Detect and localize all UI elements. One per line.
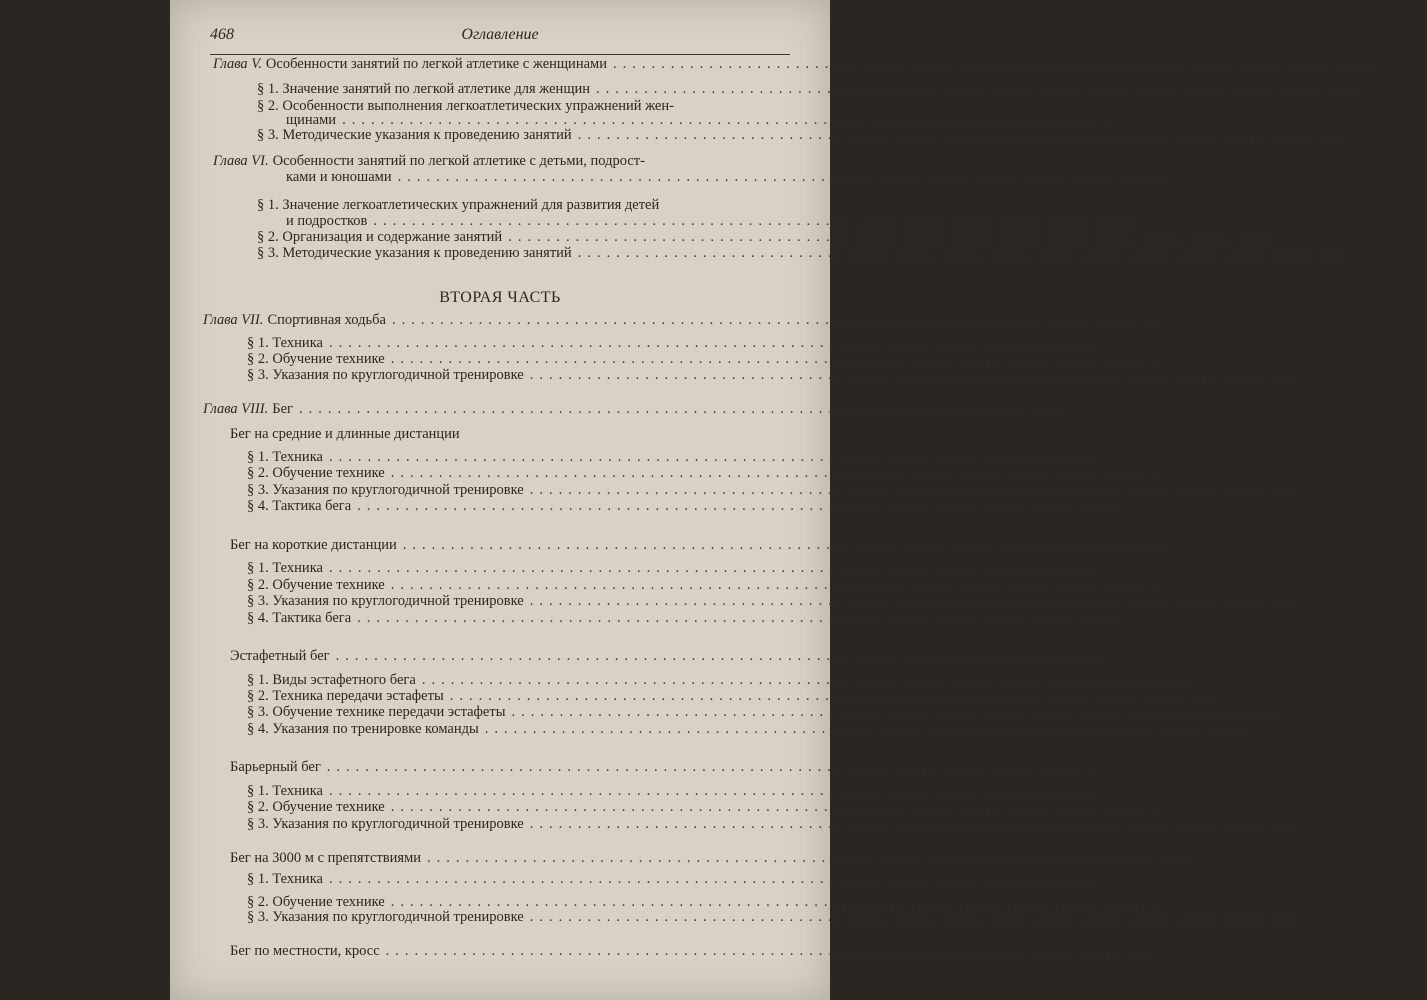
leader-dots: ................................................................................ [402,537,1173,553]
toc-entry [286,213,1188,229]
toc-entry-title [247,871,323,887]
entry-text: § 2. Техника передачи эстафеты [247,688,444,704]
toc-entry [247,351,1205,367]
entry-text: § 2. Обучение технике [247,351,385,367]
toc-entry [247,894,1205,910]
leader-dots: ................................................................................ [577,127,1348,143]
toc-entry [257,127,1392,143]
entry-page-number: 176 [1184,312,1206,328]
toc-entry-title [247,688,444,704]
entry-page-number: 221 [1149,498,1172,514]
toc-entry [247,688,1264,704]
entry-text: § 1. Техника [247,449,323,465]
toc-entry [286,169,1212,185]
entry-text: § 2. Обучение технике [247,894,385,910]
toc-entry-title [247,672,416,688]
toc-entry [247,799,1205,815]
toc-entry-title [247,593,524,609]
entry-page-number: 245 [1149,610,1172,626]
page-header [210,20,790,55]
toc-entry-title [247,367,524,383]
entry-text: Бег на короткие дистанции [230,537,397,553]
leader-dots: ................................................................................ [328,871,1099,887]
toc-entry [247,335,1143,351]
toc-entry [230,537,1217,553]
toc-entry-title [247,498,351,514]
leader-dots: ................................................................................ [342,112,1113,128]
toc-entry-title [247,577,385,593]
entry-text: § 1. Техника [247,335,323,351]
entry-page-number: 245 [1127,648,1150,664]
entry-page-number: 237 [1321,593,1344,609]
leader-dots: ................................................................................ [328,449,1099,465]
toc-entry-title [213,153,645,169]
toc-entry [247,482,1344,498]
entry-text: Бег по местности, кросс [230,943,380,959]
leader-dots: ................................................................................ [529,482,1300,498]
toc-entry [213,153,790,169]
entry-page-number: 182 [1321,367,1344,383]
leader-dots: ................................................................................ [390,577,1161,593]
entry-page-number: 234 [1182,577,1205,593]
leader-dots: ................................................................................ [484,721,1255,737]
entry-text: § 3. Указания по круглогодичной тренировке [247,816,524,832]
toc-entry-title [230,759,321,775]
toc-entry [247,783,1143,799]
entry-text: § 2. Обучение технике [247,799,385,815]
page-number: 468 [210,26,234,43]
entry-text: § 3. Указания по круглогодичной тренировке [247,367,524,383]
entry-page-number: 179 [1182,351,1205,367]
toc-entry [230,943,1200,959]
toc-entry [203,401,1113,417]
entry-page-number: 250 [1119,759,1141,775]
part-heading: ВТОРАЯ ЧАСТЬ [439,289,561,306]
toc-entry-title [230,850,421,866]
entry-page-number: 270 [1321,816,1344,832]
entry-text: § 3. Указания по круглогодичной тренировке [247,482,524,498]
leader-dots: ................................................................................ [529,816,1300,832]
toc-entry-title [247,465,385,481]
toc-entry [247,577,1205,593]
toc-entry-title [230,943,380,959]
leader-dots: ................................................................................ [449,688,1220,704]
entry-page-number: 143 [1134,112,1157,128]
toc-entry-title [247,721,479,737]
entry-text: Особенности занятий по легкой атлетике с женщинами [265,56,607,72]
toc-entry [247,909,1344,925]
toc-entry [257,81,1410,97]
entry-text: § 3. Указания по круглогодичной тренировке [247,909,524,925]
entry-page-number: — [1128,449,1143,465]
entry-text: Барьерный бег [230,759,321,775]
toc-entry [230,426,790,442]
toc-entry-title [257,229,502,245]
toc-entry [247,465,1205,481]
leader-dots: ................................................................................ [373,213,1144,229]
entry-page-number: 287 [1182,894,1205,910]
toc-entry-title [247,816,524,832]
toc-entry-title [247,610,351,626]
entry-text: Спортивная ходьба [267,312,386,328]
leader-dots: ................................................................................ [298,401,1069,417]
entry-text: § 3. Указания по круглогодичной тренировке [247,593,524,609]
toc-entry [247,560,1143,576]
book-page [170,0,1427,1000]
entry-text: Бег на средние и длинные дистанции [230,426,460,442]
leader-dots: ................................................................................ [328,783,1099,799]
entry-page-number: 204 [1321,482,1344,498]
entry-page-number: 246 [1241,688,1264,704]
leader-dots: ................................................................................ [390,351,1161,367]
toc-entry [230,759,1141,775]
toc-entry [247,721,1299,737]
toc-entry [203,312,1206,328]
toc-entry-title [230,426,460,442]
toc-entry-title [230,648,330,664]
toc-entry-title [247,894,385,910]
toc-entry [257,229,1323,245]
leader-dots: ................................................................................ [529,909,1300,925]
toc-entry-title [257,245,572,261]
toc-entry [257,245,1392,261]
entry-page-number: — [1172,213,1188,229]
toc-entry-title [286,213,367,229]
leader-dots: ................................................................................ [357,610,1128,626]
entry-page-number: — [1221,672,1236,688]
entry-text: § 4. Указания по тренировке команды [247,721,479,737]
toc-entry [247,498,1172,514]
entry-text: ками и юношами [286,169,392,185]
leader-dots: ................................................................................ [529,367,1300,383]
toc-entry [247,593,1344,609]
toc-entry [247,367,1344,383]
toc-entry-title [257,197,659,213]
chapter-label: Глава V. [213,56,262,72]
entry-text: щинами [286,112,337,128]
entry-page-number: 154 [1300,229,1323,245]
entry-page-number: 151 [1189,169,1212,185]
toc-entry [247,816,1344,832]
toc-entry-title [247,799,385,815]
leader-dots: ................................................................................ [328,560,1099,576]
leader-dots: ................................................................................ [328,335,1099,351]
entry-page-number: 249 [1276,721,1299,737]
entry-text: § 2. Обучение технике [247,577,385,593]
entry-page-number: 279 [1219,850,1242,866]
entry-page-number: 288 [1321,909,1344,925]
toc-entry-title [247,449,323,465]
entry-page-number: 203 [1182,465,1205,481]
leader-dots: ................................................................................ [391,312,1162,328]
toc-entry-title [247,335,323,351]
leader-dots: ................................................................................ [421,672,1192,688]
entry-page-number: — [1128,871,1143,887]
running-title: Оглавление [461,26,539,43]
entry-text: § 1. Техника [247,871,323,887]
toc-entry-title [286,169,392,185]
entry-page-number: 147 [1369,127,1392,143]
toc-entry-title [286,112,336,128]
toc-entry-title [257,81,590,97]
entry-text: § 3. Методические указания к проведению занятий [257,245,572,261]
entry-text: § 2. Особенности выполнения легкоатлетических упражнений жен- [257,98,674,114]
entry-page-number: 291 [1177,943,1200,959]
leader-dots: ................................................................................ [529,593,1300,609]
toc-entry [257,197,790,213]
entry-text: § 2. Организация и содержание занятий [257,229,503,245]
entry-page-number: 264 [1182,799,1205,815]
toc-entry-title [247,909,524,925]
leader-dots: ................................................................................ [397,169,1168,185]
entry-text: § 1. Виды эстафетного бега [247,672,416,688]
toc-entry-title [203,401,293,417]
toc-entry [230,850,1242,866]
toc-entry-title [247,783,323,799]
leader-dots: ................................................................................ [427,850,1198,866]
entry-text: § 3. Методические указания к проведению занятий [257,127,572,143]
leader-dots: ................................................................................ [357,498,1128,514]
entry-page-number: — [1128,335,1143,351]
entry-text: Эстафетный бег [230,648,330,664]
toc-entry [247,610,1172,626]
entry-text: Бег [272,401,293,417]
toc-entry [247,672,1236,688]
leader-dots: ................................................................................ [390,894,1161,910]
chapter-label: Глава VIII. [203,401,269,417]
leader-dots: ................................................................................ [596,81,1366,97]
toc-entry-title [247,351,385,367]
entry-text: § 1. Техника [247,560,323,576]
toc-entry-title [203,312,386,328]
leader-dots: ................................................................................ [577,245,1348,261]
leader-dots: ................................................................................ [335,648,1106,664]
entry-page-number: 226 [1195,537,1217,553]
leader-dots: ................................................................................ [390,799,1161,815]
toc-entry-title [230,537,397,553]
entry-text: § 1. Значение занятий по легкой атлетике для женщин [257,81,590,97]
leader-dots: ................................................................................ [326,759,1097,775]
entry-page-number: 141 [1405,56,1427,72]
toc-entry [213,56,1427,72]
toc-entry [247,704,1326,720]
entry-text: и подростков [286,213,368,229]
leader-dots: ................................................................................ [508,229,1279,245]
toc-entry [247,449,1143,465]
entry-text: § 4. Тактика бега [247,610,352,626]
chapter-label: Глава VI. [213,153,269,169]
toc-entry [230,648,1150,664]
entry-text: Особенности занятий по легкой атлетике с детьми, подрост- [272,153,645,169]
toc-entry [247,871,1143,887]
entry-text: § 2. Обучение технике [247,465,385,481]
entry-text: Бег на 3000 м с препятствиями [230,850,422,866]
entry-text: § 1. Значение легкоатлетических упражнений для развития детей [257,197,660,213]
entry-text: § 3. Обучение технике передачи эстафеты [247,704,506,720]
chapter-label: Глава VII. [203,312,264,328]
entry-text: § 4. Тактика бега [247,498,352,514]
leader-dots: ................................................................................ [390,465,1161,481]
leader-dots: ................................................................................ [511,704,1282,720]
entry-page-number: 248 [1303,704,1326,720]
entry-page-number: 196 [1091,401,1113,417]
entry-text: § 1. Техника [247,783,323,799]
toc-entry-title [247,704,505,720]
leader-dots: ................................................................................ [385,943,1156,959]
toc-entry [286,112,1157,128]
toc-entry-title [247,560,323,576]
entry-page-number: — [1128,560,1143,576]
toc-entry-title [247,482,524,498]
toc-entry-title [257,127,572,143]
toc-entry-title [213,56,607,72]
entry-page-number: — [1128,783,1143,799]
leader-dots: ................................................................................ [612,56,1383,72]
entry-page-number: 157 [1369,245,1392,261]
entry-page-number: — [1395,81,1410,97]
